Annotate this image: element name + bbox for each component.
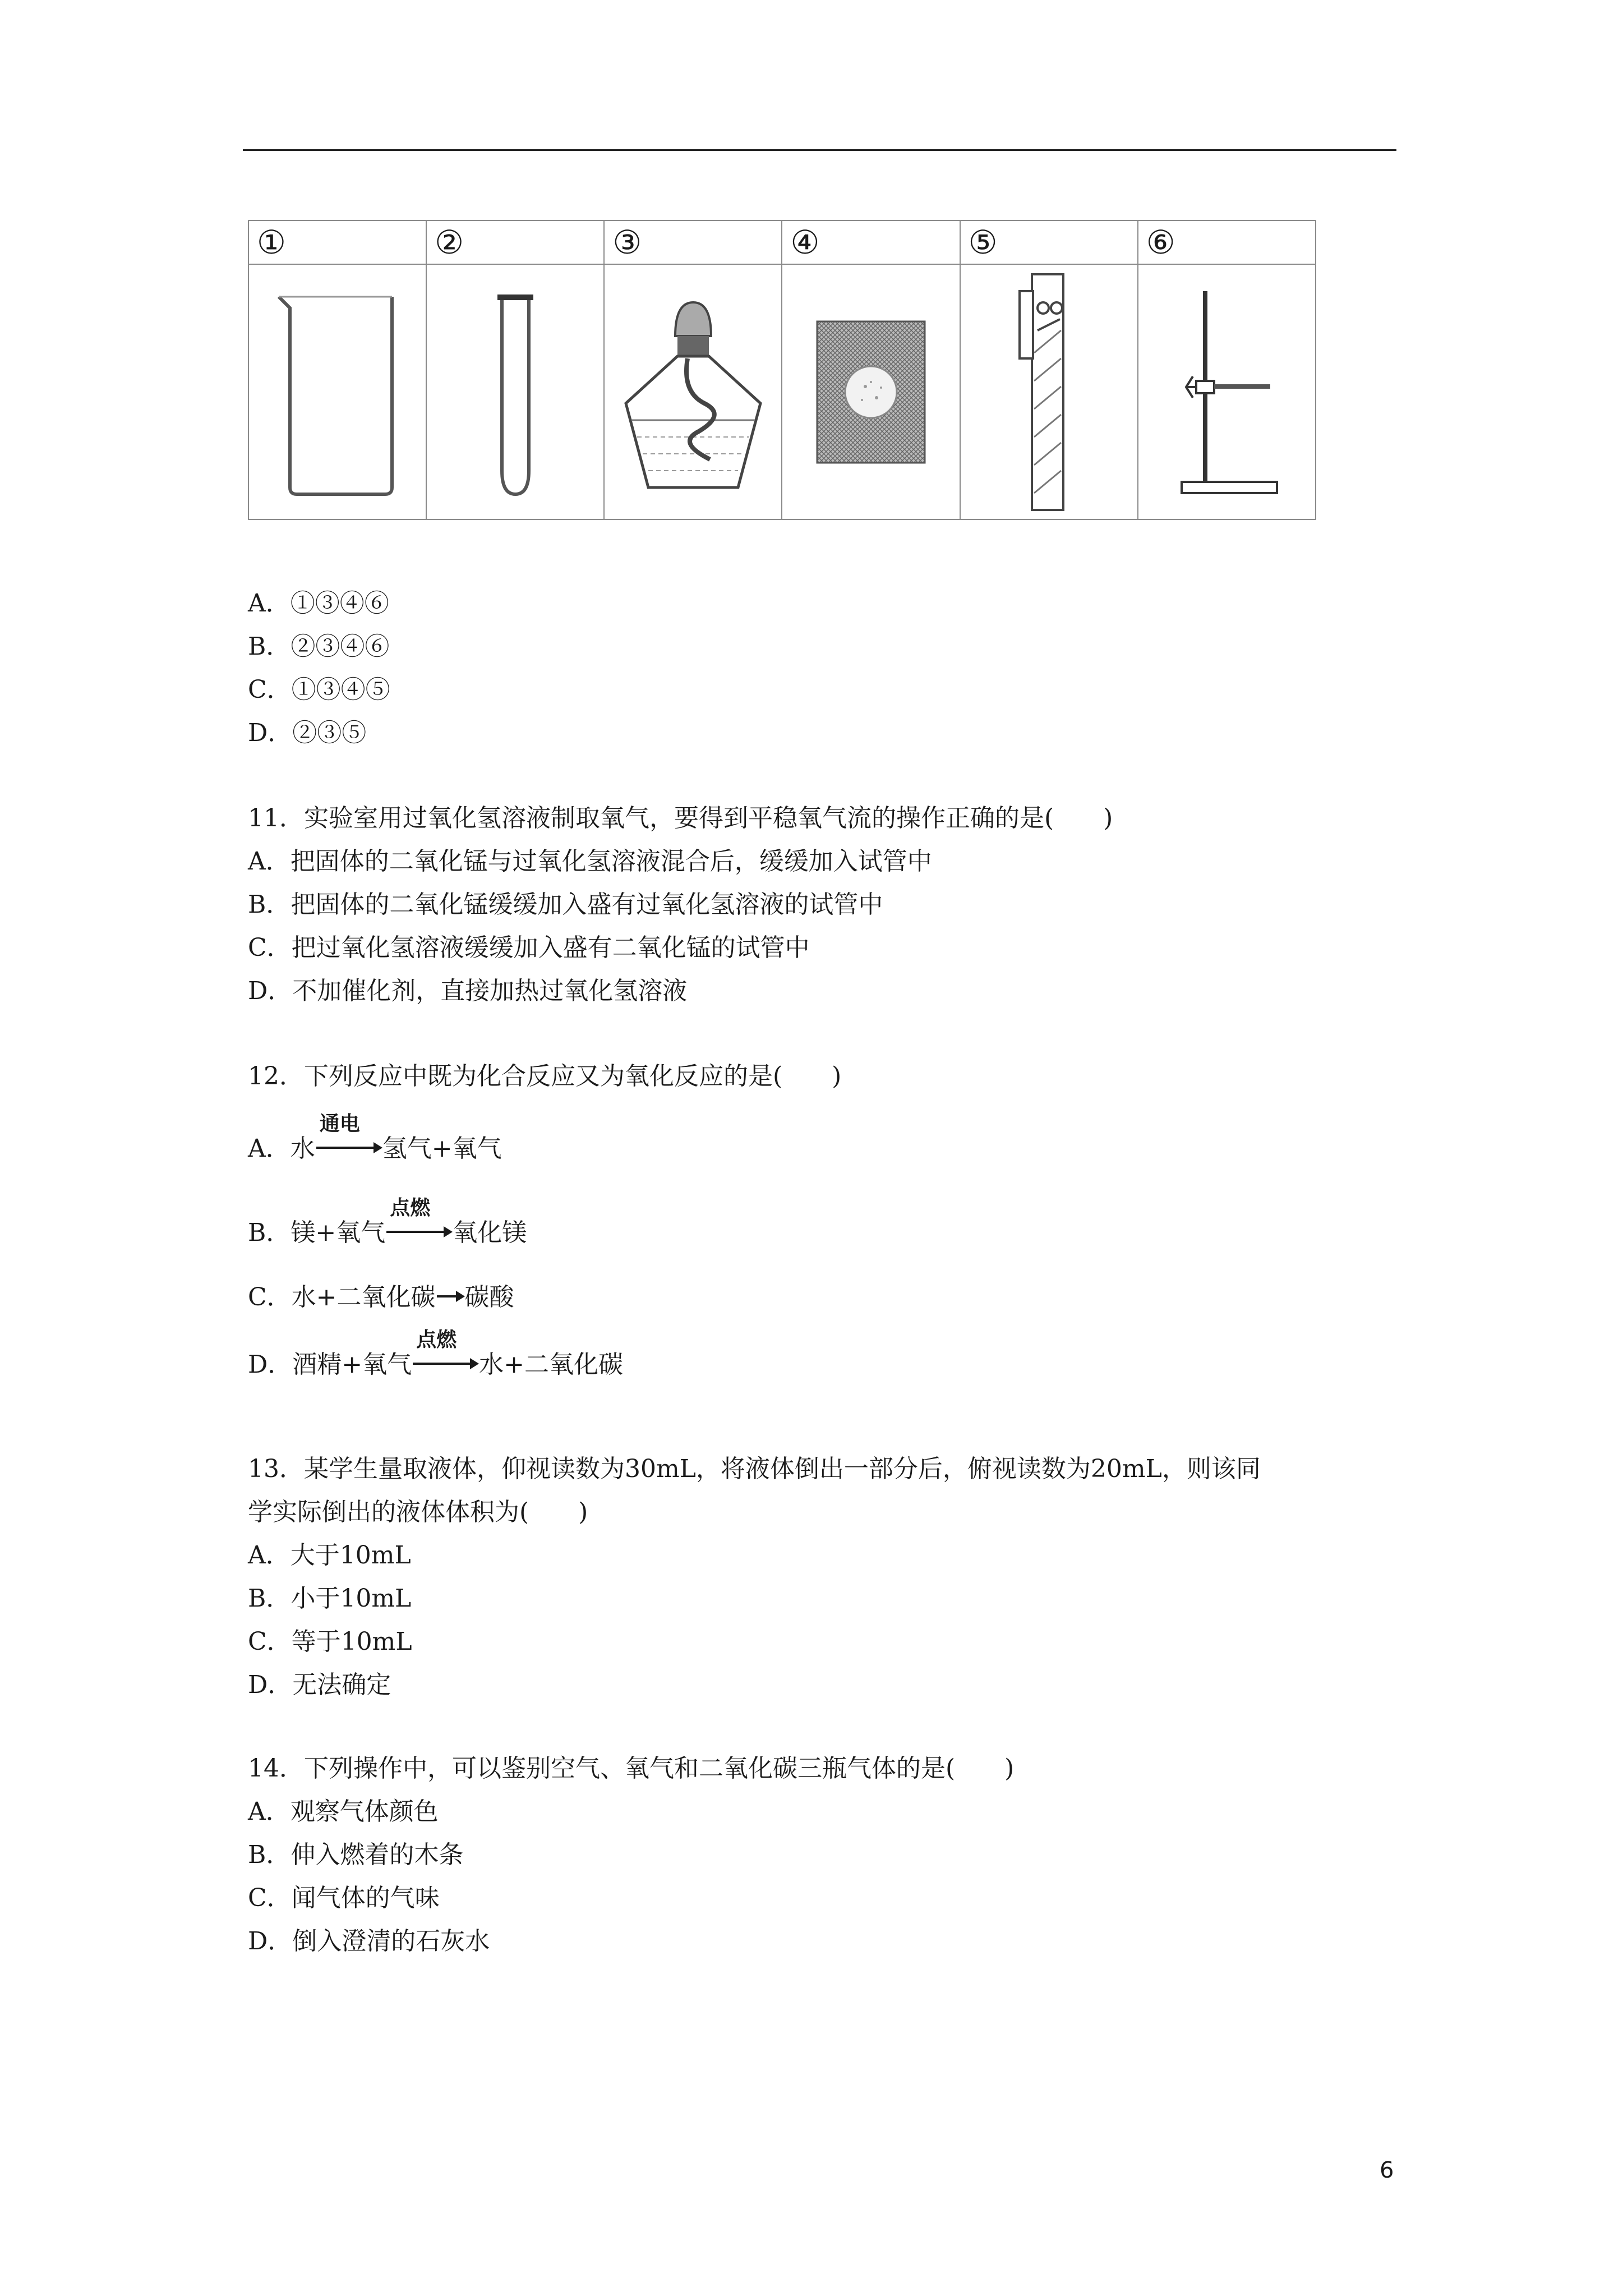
apparatus-label-6: ⑥: [1138, 220, 1316, 264]
q10-option-d: D．②③⑤: [248, 719, 367, 747]
option-label: D．: [248, 1350, 293, 1379]
asbestos-gauze-icon: [815, 319, 927, 465]
reaction-arrow: [436, 1281, 465, 1305]
q13-stem-line2: 学实际倒出的液体体积为( ): [248, 1498, 588, 1526]
q10-option-a: A．①③④⑥: [248, 589, 389, 618]
products: 氢气+氧气: [382, 1134, 502, 1163]
option-label: B．: [248, 1218, 291, 1247]
q12-option-c: [248, 1281, 514, 1313]
reactants: 水: [290, 1134, 315, 1163]
reaction-arrow: [315, 1112, 382, 1157]
q10-option-c: C．①③④⑤: [248, 675, 390, 704]
beaker-icon: [273, 286, 402, 499]
q13-option-b: B．小于10mL: [248, 1584, 412, 1613]
apparatus-label-4: ④: [782, 220, 960, 264]
q11-option-c: C．把过氧化氢溶液缓缓加入盛有二氧化锰的试管中: [248, 933, 810, 962]
reactants: 镁+氧气: [291, 1218, 386, 1247]
apparatus-cell-6: [1138, 264, 1316, 519]
apparatus-label-1: ①: [248, 220, 426, 264]
q12-option-a: [248, 1112, 502, 1164]
q12-option-b: [248, 1197, 527, 1248]
apparatus-cell-5: [960, 264, 1138, 519]
q10-option-b: B．②③④⑥: [248, 632, 390, 661]
q13-option-a: A．大于10mL: [248, 1541, 411, 1570]
products: 碳酸: [464, 1283, 514, 1312]
q14-option-b: B．伸入燃着的木条: [248, 1841, 464, 1869]
apparatus-cell-1: [248, 264, 426, 519]
q13-option-d: D．无法确定: [248, 1671, 391, 1699]
reaction-arrow: [385, 1197, 453, 1241]
q14-stem: 14．下列操作中，可以鉴别空气、氧气和二氧化碳三瓶气体的是( ): [248, 1754, 1015, 1783]
reaction-arrow: [412, 1328, 479, 1373]
q11-option-a: A．把固体的二氧化锰与过氧化氢溶液混合后，缓缓加入试管中: [248, 847, 932, 876]
q13-option-c: C．等于10mL: [248, 1627, 412, 1656]
header-rule: [243, 149, 1396, 151]
apparatus-cell-3: [604, 264, 782, 519]
iron-stand-icon: [1170, 286, 1283, 499]
reactants: 水+二氧化碳: [291, 1283, 436, 1312]
products: 水+二氧化碳: [479, 1350, 624, 1379]
q14-option-d: D．倒入澄清的石灰水: [248, 1927, 490, 1955]
q12-option-d: [248, 1328, 624, 1380]
option-label: A．: [248, 1134, 291, 1163]
q12-stem: 12．下列反应中既为化合反应又为氧化反应的是( ): [248, 1062, 842, 1091]
reactants: 酒精+氧气: [292, 1350, 412, 1379]
test-tube-holder-icon: [1009, 269, 1088, 516]
q14-option-a: A．观察气体颜色: [248, 1797, 439, 1826]
q11-option-b: B．把固体的二氧化锰缓缓加入盛有过氧化氢溶液的试管中: [248, 890, 883, 919]
page-number: 6: [1380, 2157, 1394, 2183]
apparatus-table: [248, 220, 1316, 520]
option-label: C．: [248, 1283, 292, 1312]
apparatus-label-2: ②: [426, 220, 604, 264]
reaction-condition: 点燃: [416, 1328, 457, 1351]
apparatus-label-3: ③: [604, 220, 782, 264]
apparatus-cell-4: [782, 264, 960, 519]
q14-option-c: C．闻气体的气味: [248, 1884, 440, 1912]
test-tube-icon: [482, 286, 549, 499]
reaction-condition: 通电: [319, 1112, 360, 1135]
reaction-condition: 点燃: [390, 1197, 431, 1220]
q11-stem: 11．实验室用过氧化氢溶液制取氧气，要得到平稳氧气流的操作正确的是( ): [248, 804, 1113, 832]
alcohol-lamp-icon: [615, 280, 772, 504]
apparatus-label-5: ⑤: [960, 220, 1138, 264]
products: 氧化镁: [453, 1218, 527, 1247]
apparatus-cell-2: [426, 264, 604, 519]
q13-stem-line1: 13．某学生量取液体，仰视读数为30mL，将液体倒出一部分后，俯视读数为20mL，则该同: [248, 1455, 1261, 1483]
q11-option-d: D．不加催化剂，直接加热过氧化氢溶液: [248, 977, 688, 1005]
